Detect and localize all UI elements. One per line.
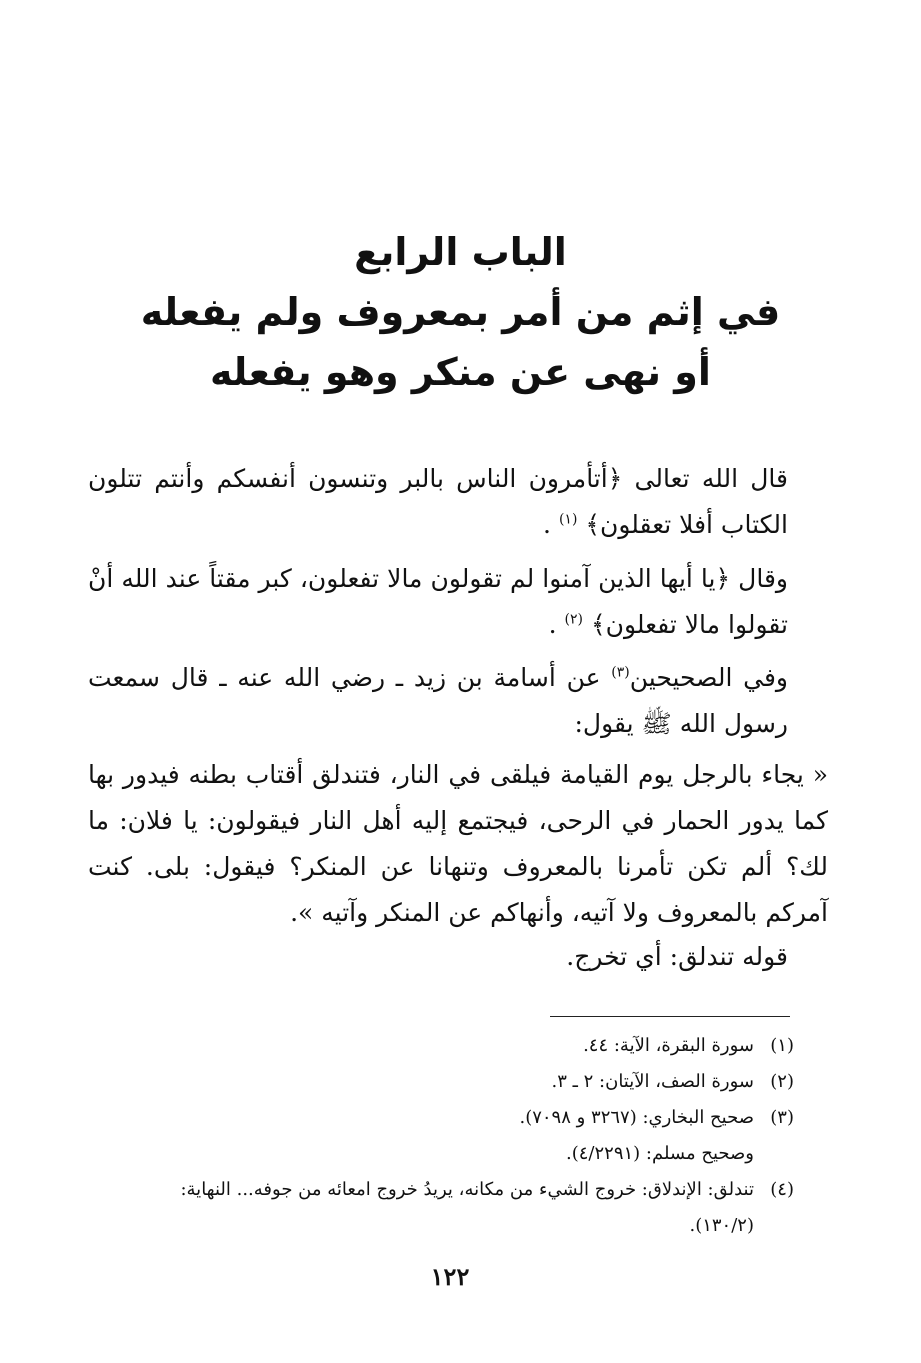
footnote-ref: (٢) [564, 611, 584, 628]
footnote-text: سورة البقرة، الآية: ٤٤. [583, 1035, 754, 1056]
footnotes [88, 1028, 794, 1244]
chapter-title: الباب الرابع [354, 230, 567, 274]
paragraph-hadith-text [88, 752, 828, 936]
punctuation: . [543, 510, 551, 539]
footnote-text: تندلق: الإندلاق: خروج الشيء من مكانه، يريدُ خروج امعائه من جوفه... النهاية: [180, 1179, 754, 1200]
paragraph-hadith-intro [88, 655, 828, 747]
verse-text: قال الله تعالى ﴿أتأمرون الناس بالبر وتنسون أنفسكم وأنتم تتلون الكتاب أفلا تعقلون﴾ [88, 464, 788, 539]
footnote-4-continued: (١٣٠/٢). [689, 1215, 754, 1236]
footnote-number: (١) [770, 1035, 794, 1056]
footnote-3-continued: وصحيح مسلم: (٤/٢٢٩١). [566, 1143, 754, 1164]
footnote-text: صحيح البخاري: (٣٢٦٧ و ٧٠٩٨). [519, 1107, 754, 1128]
footnote-ref: (١) [558, 511, 578, 528]
hadith-narrator: عن أسامة بن زيد ـ رضي الله عنه ـ قال سمعت رسول الله ﷺ يقول: [88, 663, 788, 738]
page-number: ١٢٢ [430, 1262, 470, 1291]
footnote-number: (٢) [770, 1071, 794, 1092]
hadith-source: وفي الصحيحين [629, 663, 788, 692]
footnote-number: (٣) [770, 1107, 794, 1128]
footnote-2 [88, 1064, 794, 1100]
paragraph-quran-verse-2 [88, 556, 828, 648]
punctuation: . [548, 610, 557, 639]
chapter-subtitle-line-1: في إثم من أمر بمعروف ولم يفعله [140, 290, 781, 334]
footnote-text: سورة الصف، الآيتان: ٢ ـ ٣. [551, 1071, 754, 1092]
explanation-text: قوله تندلق: أي تخرج. [566, 942, 788, 971]
verse-text: وقال ﴿يا أيها الذين آمنوا لم تقولون مالا تفعلون، كبر مقتاً عند الله أنْ تقولوا مالا تفعلون﴾ [88, 564, 788, 639]
footnote-ref: (٣) [611, 664, 630, 681]
chapter-subtitle-line-2: أو نهى عن منكر وهو يفعله [210, 350, 711, 394]
paragraph-quran-verse-1 [88, 456, 828, 548]
footnote-divider [550, 1016, 790, 1017]
footnote-number: (٤) [770, 1179, 794, 1200]
footnote-3 [88, 1100, 794, 1136]
chapter-heading [0, 222, 921, 402]
paragraph-explanation [88, 934, 828, 980]
footnote-4 [88, 1172, 794, 1208]
footnote-1 [88, 1028, 794, 1064]
hadith-text: « يجاء بالرجل يوم القيامة فيلقى في النار، فتندلق أقتاب بطنه فيدور بها كما يدور الحمار في الرحى، فيجتمع إليه أهل النار فيقولون: يا فلان: ما لك؟ ألم تكن تأمرنا بالمعروف وتنهانا عن المنكر؟ فيقول: بلى. كنت آمركم بالمعروف ولا آتيه، وأنهاكم عن المنكر وآتيه ». [88, 760, 828, 927]
